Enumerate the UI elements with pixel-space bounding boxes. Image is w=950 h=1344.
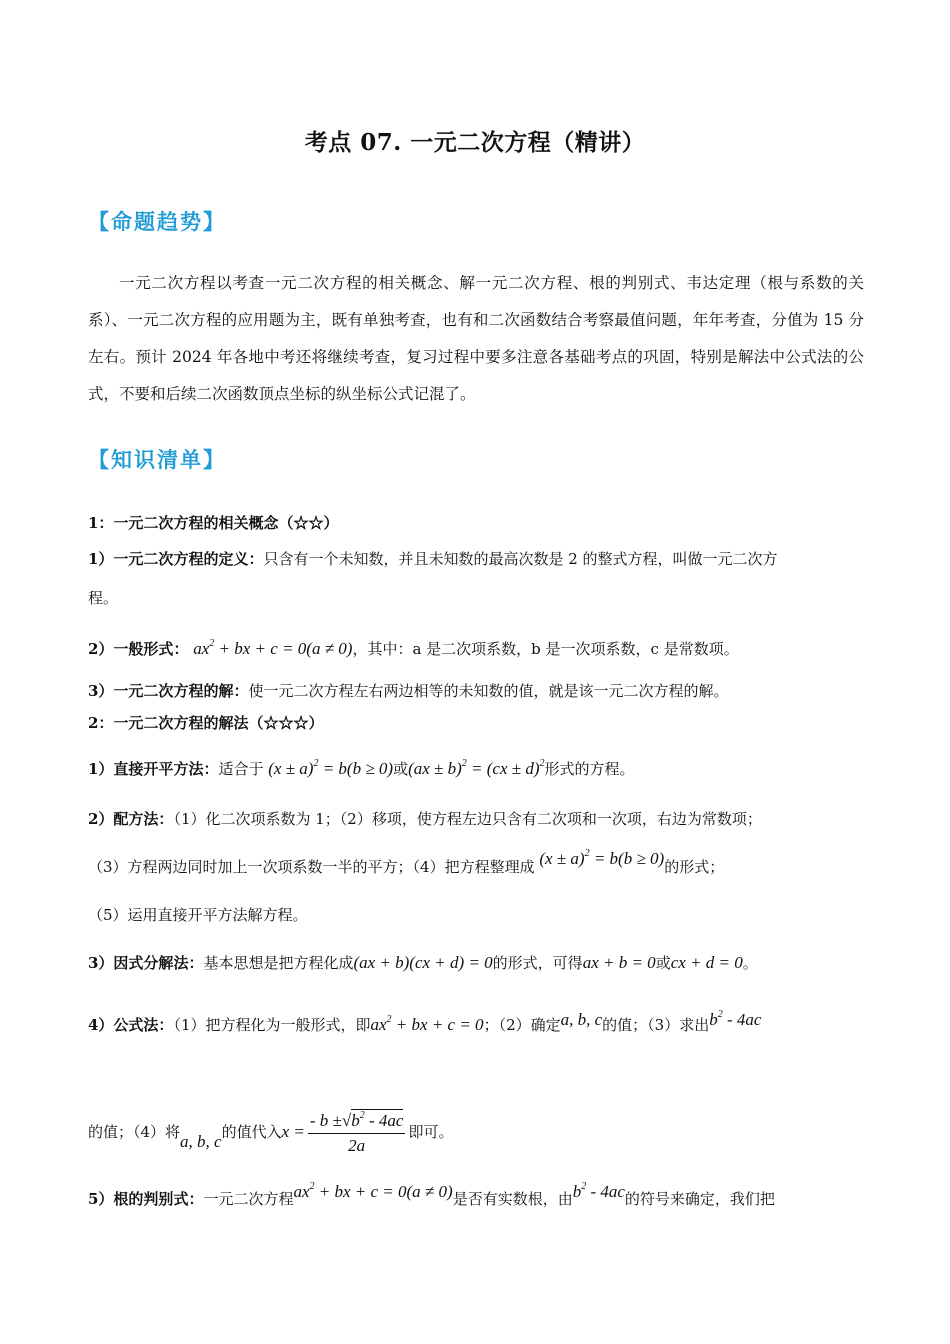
complete-square-line	[88, 808, 762, 829]
factor-mid: 的形式，可得	[492, 954, 583, 972]
complete-square-text-2b: 的形式；	[664, 858, 725, 876]
factor-formula: (ax + b)(cx + d) = 0	[353, 953, 493, 972]
formula-method-t4: 的值；（4）将	[88, 1122, 181, 1141]
solution-line	[88, 680, 728, 701]
solution-text: 使一元二次方程左右两边相等的未知数的值，就是该一元二次方程的解。	[248, 682, 729, 700]
direct-root-label: 1）直接开平方法：	[88, 760, 219, 778]
complete-square-formula: $(x \pm a)^2 = b(b \ge 0)$	[539, 848, 665, 868]
formula-method-t5: 的值代入	[221, 1122, 282, 1141]
page-title: 考点 07. 一元二次方程（精讲）	[304, 129, 646, 156]
formula-method-t1: （1）把方程化为一般形式，即	[173, 1016, 371, 1034]
knowledge-1-heading: 1：一元二次方程的相关概念（☆☆）	[88, 514, 339, 532]
knowledge-2-heading: 2：一元二次方程的解法（☆☆☆）	[88, 714, 324, 732]
general-form-label: 2）一般形式：	[88, 640, 189, 658]
definition-label: 1）一元二次方程的定义：	[88, 550, 264, 568]
discriminant-t3: 的符号来确定，我们把	[624, 1190, 775, 1208]
direct-root-post: 形式的方程。	[544, 760, 635, 778]
formula-coefficients: a, b, c	[560, 1010, 603, 1029]
general-form-text: ，其中：a 是二次项系数，b 是一次项系数，c 是常数项。	[352, 640, 739, 658]
section-heading-knowledge: 【知识清单】	[88, 447, 226, 472]
factor-label: 3）因式分解法：	[88, 954, 204, 972]
general-form-line	[88, 638, 739, 659]
formula-method-line-2	[88, 1110, 453, 1156]
factor-root-2: cx + d = 0	[670, 953, 743, 972]
discriminant-line	[88, 1181, 775, 1209]
formula-method-t2: ；（2）确定	[483, 1016, 561, 1034]
discriminant-equation: $ax^2$ + bx + c = 0(a ≠ 0)	[293, 1181, 453, 1201]
direct-root-formula-2: (ax ± b)$^2$ = (cx ± d)$^2$	[408, 758, 545, 778]
factor-root-1: ax + b = 0	[582, 953, 656, 972]
formula-method-t6: 即可。	[408, 1122, 454, 1141]
discriminant-t2: 是否有实数根，由	[452, 1190, 573, 1208]
formula-method-line	[88, 1009, 762, 1035]
formula-discriminant: $b^2 - 4ac$	[709, 1009, 762, 1029]
direct-root-line	[88, 758, 635, 779]
factor-end: 。	[742, 954, 758, 972]
formula-general-eq: $ax^2$ + bx + c = 0	[370, 1014, 484, 1034]
direct-root-pre: 适合于	[218, 760, 264, 778]
complete-square-label: 2）配方法：	[88, 810, 174, 828]
direct-root-formula-1: $(x \pm a)^2 = b(b \ge 0)$	[268, 758, 394, 778]
general-form-formula: $ax^2$ + bx + c = 0(a ≠ 0)	[193, 638, 353, 658]
complete-square-text-2a: （3）方程两边同时加上一次项系数一半的平方；（4）把方程整理成	[88, 858, 535, 876]
factor-or: 或	[655, 954, 671, 972]
definition-line-2: 程。	[88, 589, 119, 607]
formula-method-label: 4）公式法：	[88, 1016, 174, 1034]
definition-text: 只含有一个未知数，并且未知数的最高次数是 2 的整式方程，叫做一元二次方	[263, 550, 778, 568]
section-heading-trend: 【命题趋势】	[88, 209, 226, 234]
solution-label: 3）一元二次方程的解：	[88, 682, 249, 700]
definition-line	[88, 548, 778, 569]
discriminant-expression: $b^2 - 4ac$	[572, 1181, 625, 1201]
complete-square-text-1: （1）化二次项系数为 1；（2）移项，使方程左边只含有二次项和一次项，右边为常数项；	[173, 810, 762, 828]
factor-pre: 基本思想是把方程化成	[203, 954, 354, 972]
formula-coefficients-2: a, b, c	[180, 1131, 222, 1151]
quadratic-formula: x = $\frac{- b \pm√b^2 - 4ac}{2a}$	[281, 1110, 404, 1155]
complete-square-line-3: （5）运用直接开平方法解方程。	[88, 906, 308, 924]
discriminant-t1: 一元二次方程	[203, 1190, 294, 1208]
direct-root-or: 或	[393, 760, 409, 778]
complete-square-line-2	[88, 848, 725, 877]
discriminant-label: 5）根的判别式：	[88, 1190, 204, 1208]
trend-paragraph: 一元二次方程以考查一元二次方程的相关概念、解一元二次方程、根的判别式、韦达定理（根与系数的关系）、一元二次方程的应用题为主，既有单独考查，也有和二次函数结合考察最值问题，年年考查，分值为 15 分左右。预计 2024 年各地中考还将继续考查，复习过程中要多注意各基础考点的巩固，特别是解法中公式法的公式，不要和后续二次函数顶点坐标的纵坐标公式记混了。	[88, 274, 864, 403]
formula-method-t3: 的值；（3）求出	[602, 1016, 710, 1034]
factor-line	[88, 952, 758, 973]
